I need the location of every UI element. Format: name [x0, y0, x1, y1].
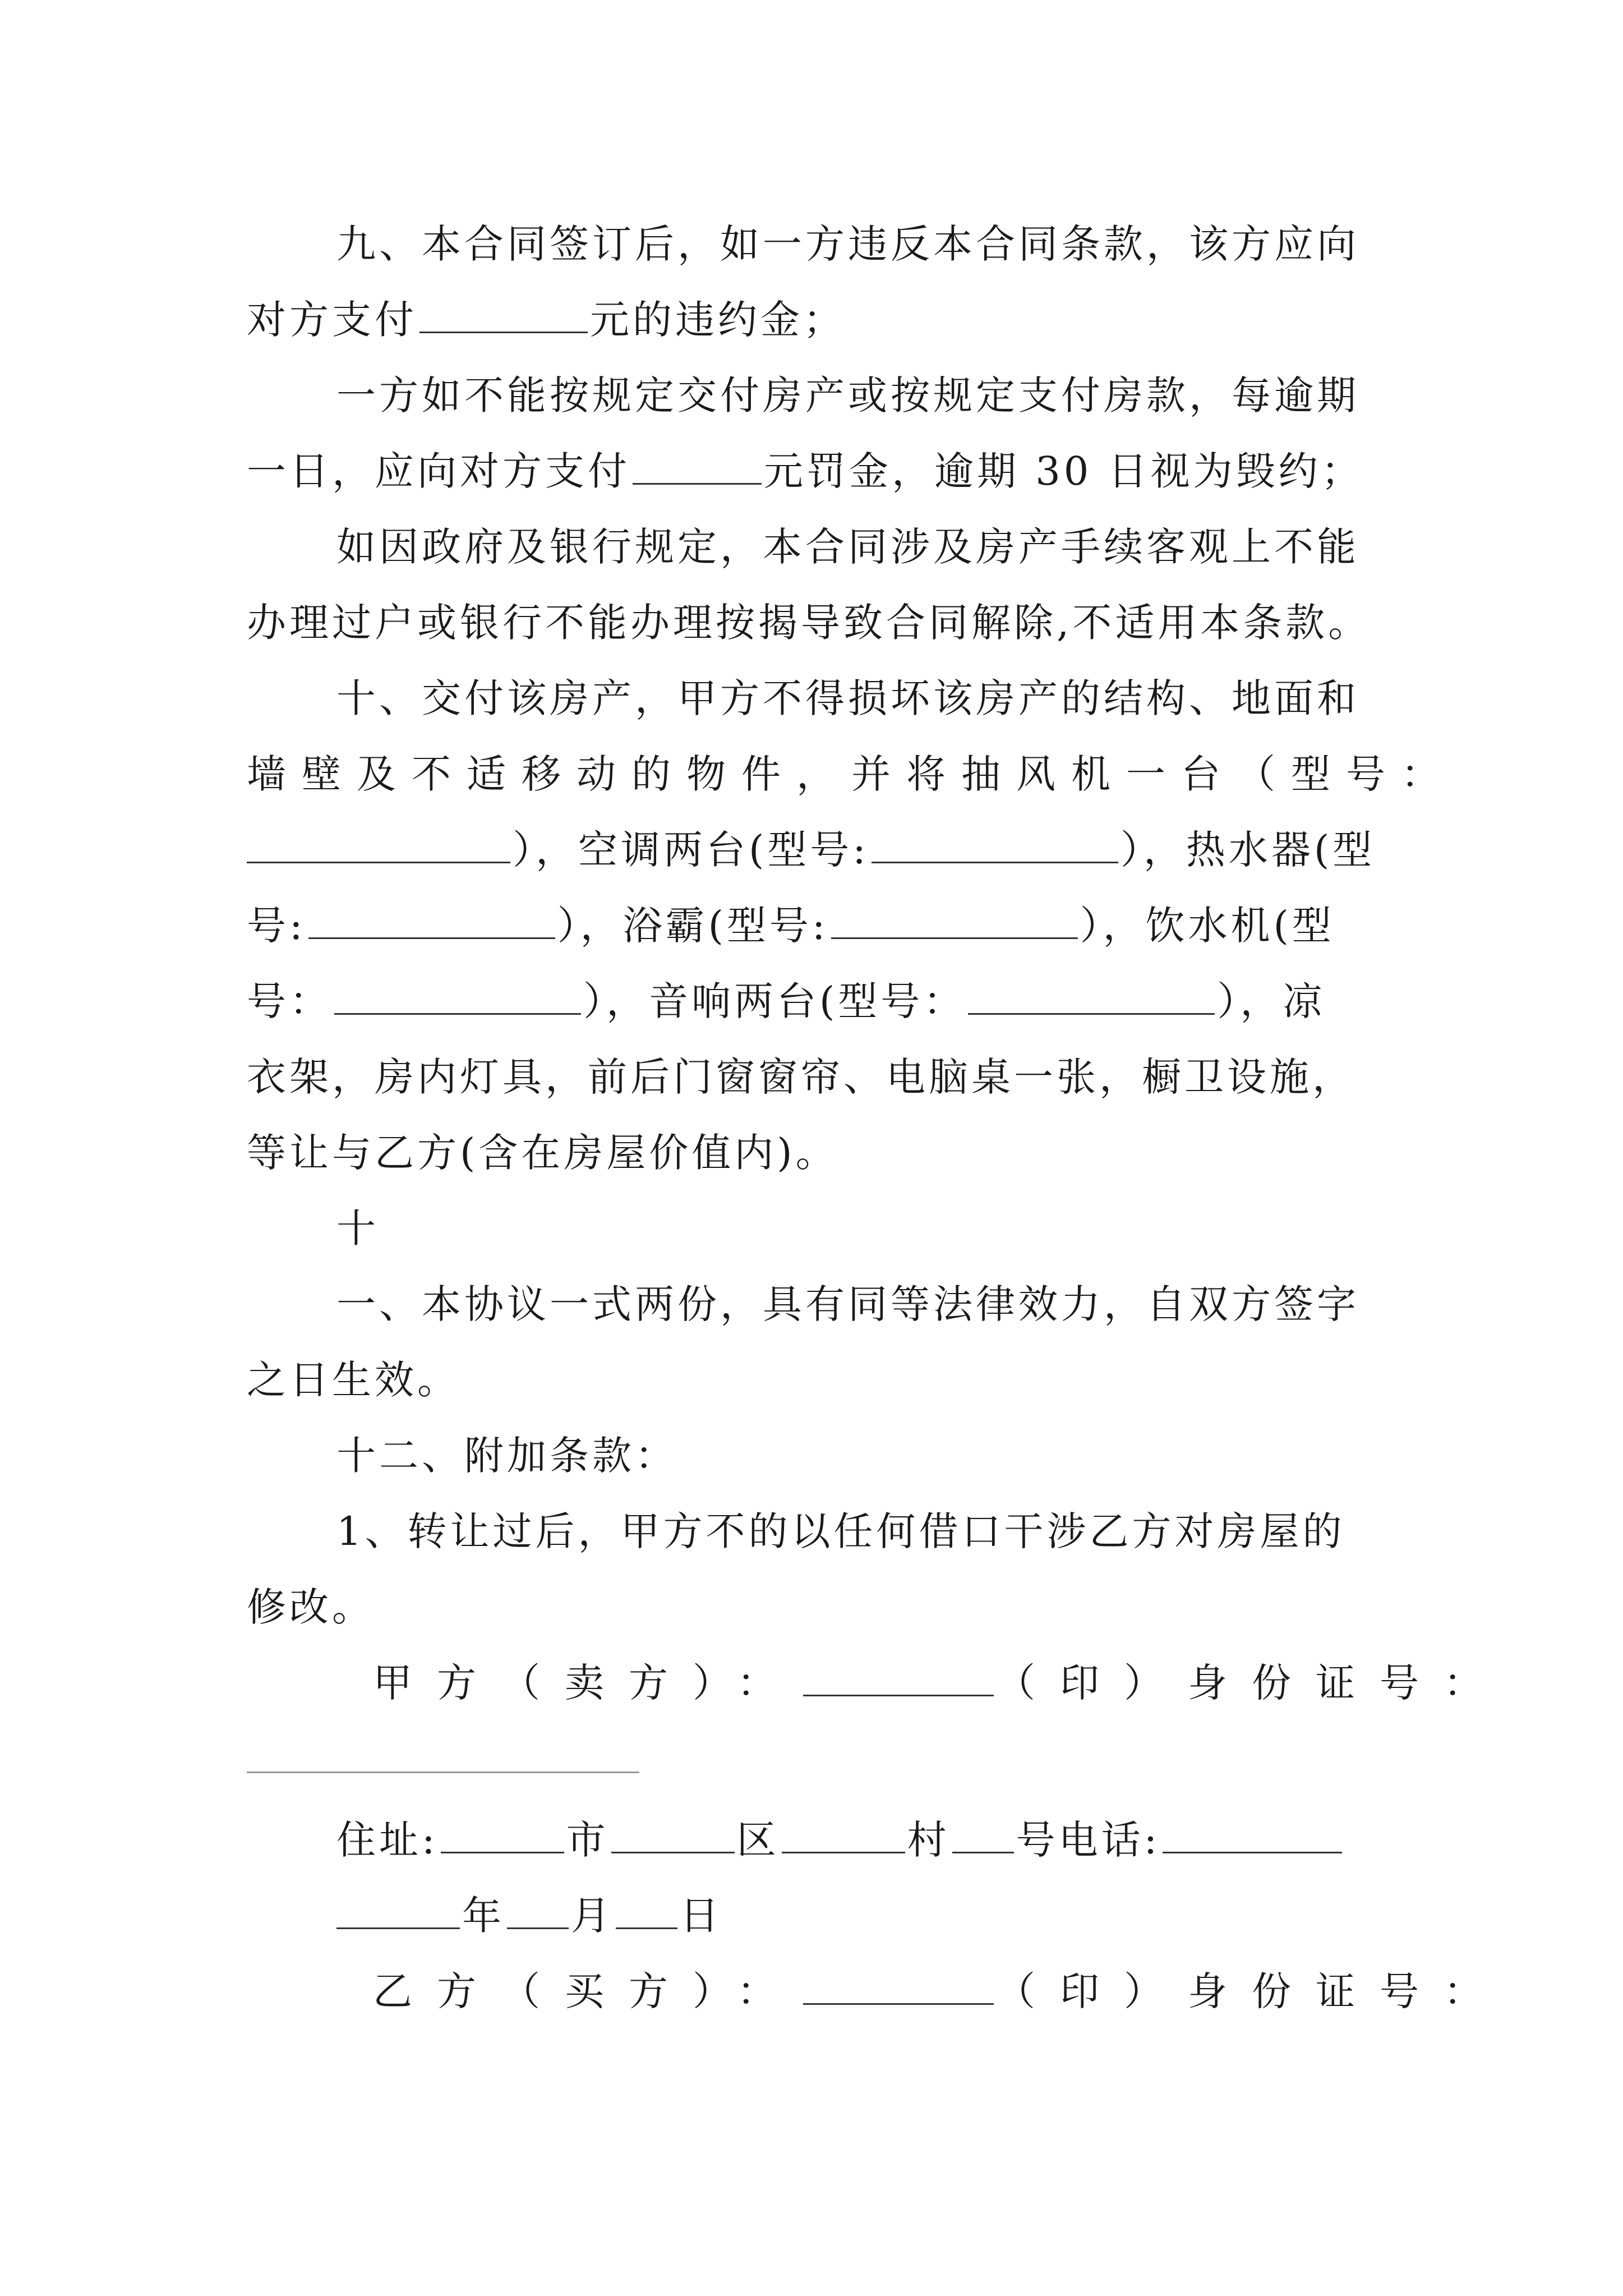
penalty-amount-blank[interactable] — [419, 292, 588, 333]
number-blank[interactable] — [952, 1812, 1014, 1853]
text-segment: ），凉 — [1217, 978, 1326, 1024]
party-b-signature-line — [373, 1963, 1507, 2019]
village-blank[interactable] — [782, 1812, 905, 1853]
text-segment: ），音响两台(型号： — [583, 978, 966, 1024]
text-segment: 元罚金，逾期 30 日视为毁约； — [764, 448, 1364, 494]
clause-9-line-6: 办理过户或银行不能办理按揭导致合同解除,不适用本条款。 — [247, 600, 1371, 646]
clause-12-heading: 十二、附加条款： — [336, 1433, 677, 1479]
water-heater-model-blank[interactable] — [308, 898, 555, 939]
clause-11-number: 十 — [336, 1205, 379, 1251]
party-b-label: 乙方（买方）： — [373, 1968, 801, 2014]
clause-9-line-3: 一方如不能按规定交付房产或按规定支付房款，每逾期 — [336, 372, 1359, 418]
clause-11-line-2: 之日生效。 — [247, 1357, 460, 1403]
party-a-id-label: （印）身份证号： — [996, 1660, 1507, 1706]
text-segment: 一日，应向对方支付 — [247, 448, 630, 494]
text-segment: 号电话: — [1016, 1817, 1161, 1863]
text-segment: ），饮水机(型 — [1080, 903, 1335, 949]
air-conditioner-model-blank[interactable] — [872, 822, 1118, 863]
party-a-label: 甲方（卖方）： — [373, 1660, 801, 1706]
clause-12-item-1-line-1: 1、转让过后，甲方不的以任何借口干涉乙方对房屋的 — [336, 1508, 1345, 1554]
clause-10-line-1: 十、交付该房产，甲方不得损坏该房产的结构、地面和 — [336, 675, 1359, 721]
clause-10-line-4 — [247, 898, 1385, 954]
phone-blank[interactable] — [1163, 1812, 1342, 1853]
clause-10-line-7: 等让与乙方(含在房屋价值内)。 — [247, 1130, 838, 1176]
text-segment: 年 — [462, 1893, 505, 1939]
clause-11-line-1: 一、本协议一式两份，具有同等法律效力，自双方签字 — [336, 1281, 1359, 1327]
text-segment: ），浴霸(型号: — [557, 903, 829, 949]
clause-10-line-3 — [247, 822, 1385, 878]
text-segment: 区 — [736, 1817, 780, 1863]
clause-12-item-1-line-2: 修改。 — [247, 1584, 375, 1630]
text-segment: 市 — [566, 1817, 609, 1863]
day-blank[interactable] — [616, 1888, 677, 1929]
text-segment: ），空调两台(型号: — [513, 827, 869, 873]
clause-9-line-5: 如因政府及银行规定，本合同涉及房产手续客观上不能 — [336, 524, 1359, 570]
clause-9-line-1: 九、本合同签订后，如一方违反本合同条款，该方应向 — [336, 221, 1359, 267]
district-blank[interactable] — [611, 1812, 735, 1853]
water-dispenser-model-blank[interactable] — [334, 974, 581, 1015]
text-segment: 住址: — [336, 1817, 439, 1863]
clause-10-line-5 — [247, 973, 1385, 1029]
text-segment: 号: — [247, 903, 306, 949]
party-a-name-blank[interactable] — [803, 1655, 994, 1696]
year-blank[interactable] — [336, 1888, 460, 1929]
party-a-signature-line — [373, 1655, 1507, 1711]
bath-heater-model-blank[interactable] — [831, 898, 1078, 939]
month-blank[interactable] — [507, 1888, 569, 1929]
date-line — [336, 1888, 1385, 1944]
clause-9-line-2 — [247, 292, 1385, 348]
text-segment: 日 — [680, 1893, 722, 1939]
text-segment: ），热水器(型 — [1120, 827, 1376, 873]
text-segment: 月 — [571, 1893, 614, 1939]
text-segment: 号： — [247, 978, 332, 1024]
daily-fine-blank[interactable] — [633, 444, 762, 485]
city-blank[interactable] — [441, 1812, 564, 1853]
party-b-id-label: （印）身份证号： — [996, 1968, 1507, 2014]
exhaust-fan-model-blank[interactable] — [247, 822, 510, 863]
clause-10-line-6: 衣架，房内灯具，前后门窗窗帘、电脑桌一张，橱卫设施， — [247, 1054, 1355, 1100]
party-a-address-line — [336, 1812, 1385, 1868]
clause-9-line-4 — [247, 443, 1385, 499]
text-segment: 元的违约金； — [590, 297, 846, 343]
party-a-id-blank[interactable] — [247, 1772, 639, 1773]
text-segment: 村 — [907, 1817, 950, 1863]
text-segment: 对方支付 — [247, 297, 417, 343]
clause-10-line-2: 墙壁及不适移动的物件，并将抽风机一台（型号： — [247, 751, 1456, 797]
speaker-model-blank[interactable] — [968, 974, 1215, 1015]
party-b-name-blank[interactable] — [803, 1964, 994, 2005]
